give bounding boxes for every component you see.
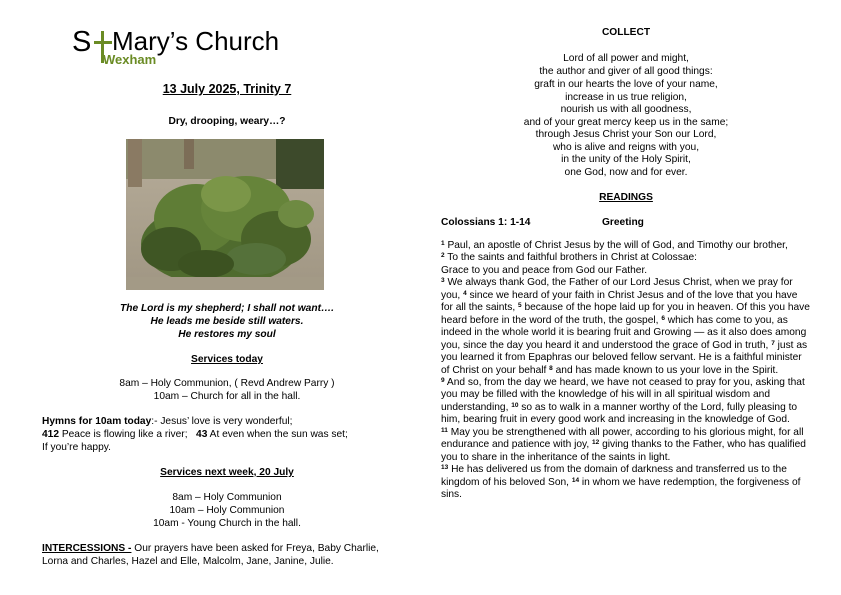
collect-line: graft in our hearts the love of your name, <box>534 79 718 90</box>
verse-text: To the saints and faithful brothers in Christ at Colossae: <box>444 252 697 264</box>
services-next-line-1: 8am – Holy Communion <box>172 492 282 503</box>
verse-number: 7 <box>771 339 775 347</box>
collect-line: Lord of all power and might, <box>563 53 689 64</box>
verse-paragraph <box>441 427 811 464</box>
verse-text: because of the hope laid up for you in heaven. Of this you have heard before in the word of the truth, the gospel, <box>441 302 810 326</box>
verse-number: 8 <box>549 364 553 372</box>
hymns-text-1: :- Jesus’ love is very wonderful; <box>151 416 293 427</box>
collect-line: nourish us with all goodness, <box>560 104 692 115</box>
verse-number: 12 <box>592 439 600 447</box>
verse-number: 11 <box>441 426 448 434</box>
collect-heading: COLLECT <box>601 27 651 38</box>
hymn-number-1: 412 <box>42 429 59 440</box>
verse-text: just as you learned it from Epaphras our beloved fellow servant. He is a faithful minister of Christ on your behalf <box>441 339 808 376</box>
verse-paragraph <box>441 464 811 501</box>
reading-title: Greeting <box>602 217 644 228</box>
verse-number: 10 <box>511 401 519 409</box>
verse-number: 5 <box>518 302 522 310</box>
collect-line: increase in us true religion, <box>565 92 687 103</box>
collect-line: who is alive and reigns with you, <box>552 142 700 153</box>
verse-number: 3 <box>441 277 445 285</box>
logo-title: Mary’s Church <box>112 26 280 56</box>
hymns-line-2 <box>42 429 348 442</box>
hymns-line-1 <box>42 416 292 429</box>
verse-text: and has made known to us your love in the Spirit. <box>552 364 779 376</box>
collect-line: through Jesus Christ your Son our Lord, <box>535 129 717 140</box>
collect-line: the author and giver of all good things: <box>539 66 713 77</box>
verse-paragraph <box>441 252 811 264</box>
intercessions-line-1 <box>42 543 379 556</box>
verse-text: May you be strengthened with all power, according to his glorious might, for all endurance and patience with joy, <box>441 426 804 451</box>
verse-text: And so, from the day we heard, we have not ceased to pray for you, asking that you may be filled with the knowledge of his will in all spiritual wisdom and understanding, <box>441 376 805 413</box>
hymns-label: Hymns for 10am today <box>42 416 152 427</box>
verse-text: which has come to you, as indeed in the whole world it is bearing fruit and Growing — as it also does among you, since the day you heard it and understood the grace of God in truth, <box>441 314 807 351</box>
verse-paragraph <box>441 277 811 377</box>
church-logo <box>72 26 302 72</box>
hymn-title-2: At even when the sun was set; <box>207 429 348 440</box>
drooping-shrub-photo <box>126 139 324 290</box>
verse-number: 14 <box>571 476 580 484</box>
verse-text: He has delivered us from the domain of darkness and transferred us to the kingdom of his beloved Son, <box>441 464 787 488</box>
verse-number: 2 <box>441 252 445 260</box>
verse-text: giving thanks to the Father, who has qualified you to share in the inheritance of the saints in light. <box>441 439 806 463</box>
verse-text: since we heard of your faith in Christ Jesus and of the love that you have for all the saints, <box>441 289 798 314</box>
readings-heading: READINGS <box>599 192 653 203</box>
services-next-line-3: 10am - Young Church in the hall. <box>153 518 301 529</box>
services-next-heading: Services next week, 20 July <box>160 467 294 478</box>
services-today-heading: Services today <box>191 354 263 365</box>
verse-number: 4 <box>463 289 467 297</box>
verse-text: in whom we have redemption, the forgiveness of sins. <box>441 476 801 501</box>
date-title: 13 July 2025, Trinity 7 <box>162 82 292 96</box>
verse-number: 13 <box>441 464 449 472</box>
verse-paragraph <box>441 240 811 252</box>
psalm-line-1: The Lord is my shepherd; I shall not want…. <box>120 303 334 314</box>
intercessions-line-2: Lorna and Charles, Hazel and Elle, Malcolm, Jane, Janine, Julie. <box>42 556 334 567</box>
verse-text: Paul, an apostle of Christ Jesus by the will of God, and Timothy our brother, <box>444 240 788 251</box>
logo-st-letter: S <box>72 26 92 58</box>
verse-paragraph <box>441 377 811 427</box>
reading-text <box>441 240 811 502</box>
collect-line: in the unity of the Holy Spirit, <box>561 154 691 165</box>
hymn-number-2: 43 <box>196 429 208 440</box>
reading-reference: Colossians 1: 1-14 <box>441 217 531 228</box>
verse-paragraph <box>441 265 811 277</box>
verse-number: 1 <box>441 240 445 247</box>
verse-text: Grace to you and peace from God our Father. <box>441 264 648 276</box>
headline: Dry, drooping, weary…? <box>168 116 286 127</box>
verse-number: 6 <box>661 314 665 322</box>
hymns-line-3: If you’re happy. <box>42 442 111 453</box>
collect-line: one God, now and for ever. <box>564 167 688 178</box>
verse-text: so as to walk in a manner worthy of the Lord, fully pleasing to him, bearing fruit in every good work and increasing in the knowledge of God. <box>441 401 798 426</box>
intercessions-label: INTERCESSIONS - <box>42 543 132 554</box>
intercessions-text-1: Our prayers have been asked for Freya, Baby Charlie, <box>131 543 379 554</box>
psalm-line-3: He restores my soul <box>178 329 276 340</box>
collect-line: and of your great mercy keep us in the same; <box>523 117 729 128</box>
verse-text: We always thank God, the Father of our Lord Jesus Christ, when we pray for you, <box>441 277 793 301</box>
services-today-line-2: 10am – Church for all in the hall. <box>153 391 301 402</box>
logo-subtitle: Wexham <box>103 52 157 67</box>
services-next-line-2: 10am – Holy Communion <box>169 505 285 516</box>
services-today-line-1: 8am – Holy Communion, ( Revd Andrew Parry ) <box>119 378 335 389</box>
verse-number: 9 <box>441 376 445 384</box>
hymn-title-1: Peace is flowing like a river; <box>59 429 197 440</box>
psalm-line-2: He leads me beside still waters. <box>150 316 304 327</box>
